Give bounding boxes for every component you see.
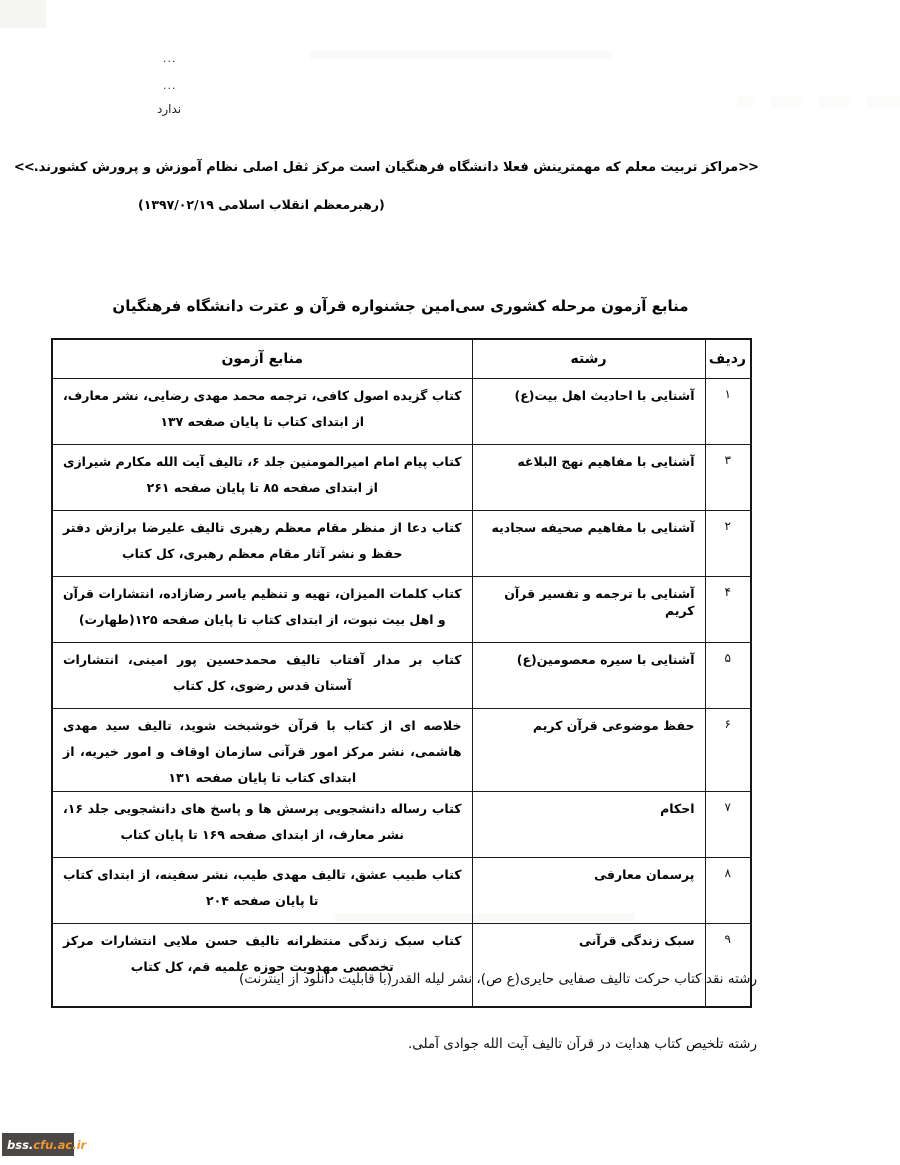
leader-quote-text: مراکز تربیت معلم که مهمترینش فعلا دانشگاه فرهنگیان است مرکز ثقل اصلی نظام آموزش و پرورش کشورند. <box>33 160 739 175</box>
ghost-block <box>737 96 753 109</box>
sources-cell: کتاب بر مدار آفتاب تالیف محمدحسین پور امینی، انتشارات آستان قدس رضوی، کل کتاب <box>52 643 472 709</box>
row-number-cell: ۴ <box>705 577 751 643</box>
sources-cell: خلاصه ای از کتاب با قرآن خوشبخت شوید، تالیف سید مهدی هاشمی، نشر مرکز امور قرآنی سازمان اوقاف و امور خیریه، از ابتدای کتاب تا پایان صفحه ۱۳۱ <box>52 709 472 792</box>
sources-cell: کتاب طبیب عشق، تالیف مهدی طیب، نشر سفینه، از ابتدای کتاب تا پایان صفحه ۲۰۴ <box>52 858 472 924</box>
field-cell: آشنایی با ترجمه و تفسیر قرآن کریم <box>472 577 705 643</box>
table-row <box>52 643 751 709</box>
scan-artifact-corner <box>0 0 46 28</box>
watermark-prefix: bss. <box>7 1137 34 1152</box>
footnote-line: رشته نقد کتاب حرکت تالیف صفایی حایری(ع ص)، نشر لیله القدر(با قابلیت دانلود از اینترنت) <box>239 971 757 987</box>
table-row <box>52 709 751 792</box>
table-row <box>52 924 751 1008</box>
header-row-number: ردیف <box>705 339 751 379</box>
table-row <box>52 511 751 577</box>
header-sources: منابع آزمون <box>52 339 472 379</box>
field-cell: آشنایی با سیره معصومین(ع) <box>472 643 705 709</box>
ghost-block <box>867 96 900 109</box>
field-cell: احکام <box>472 792 705 858</box>
row-number-cell: ۶ <box>705 709 751 792</box>
row-number-cell: ۸ <box>705 858 751 924</box>
field-cell: آشنایی با احادیث اهل بیت(ع) <box>472 379 705 445</box>
row-number-cell: ۳ <box>705 445 751 511</box>
row-number-cell: ۹ <box>705 924 751 1008</box>
leader-quote <box>13 160 758 175</box>
table-header-row <box>52 339 751 379</box>
ghost-block <box>819 96 849 109</box>
table-row <box>52 577 751 643</box>
sources-cell: کتاب سبک زندگی منتظرانه تالیف حسن ملایی انتشارات مرکز تخصصی مهدویت حوزه علمیه قم، کل کتاب <box>52 924 472 1008</box>
field-cell: حفظ موضوعی قرآن کریم <box>472 709 705 792</box>
row-number-cell: ۵ <box>705 643 751 709</box>
top-fragment-dots: ... <box>163 52 177 65</box>
ghost-block <box>771 96 801 109</box>
row-number-cell: ۲ <box>705 511 751 577</box>
header-field: رشته <box>472 339 705 379</box>
table-row <box>52 792 751 858</box>
row-number-cell: ۱ <box>705 379 751 445</box>
field-cell: آشنایی با مفاهیم نهج البلاغه <box>472 445 705 511</box>
exam-sources-table <box>51 338 752 1008</box>
footnote-line: رشته تلخیص کتاب هدایت در قرآن تالیف آیت الله جوادی آملی. <box>407 1036 757 1052</box>
sources-cell: کتاب رساله دانشجویی پرسش ها و پاسخ های دانشجویی جلد ۱۶، نشر معارف، از ابتدای صفحه ۱۶۹ تا پایان کتاب <box>52 792 472 858</box>
sources-cell: کتاب گزیده اصول کافی، ترجمه محمد مهدی رضایی، نشر معارف، از ابتدای کتاب تا پایان صفحه ۱۳۷ <box>52 379 472 445</box>
table-row <box>52 445 751 511</box>
quote-close-mark: << <box>13 160 34 175</box>
field-cell: سبک زندگی قرآنی <box>472 924 705 1008</box>
top-fragment-word: ندارد <box>157 102 182 116</box>
sources-cell: کتاب دعا از منظر مقام معظم رهبری تالیف علیرضا برازش دفتر حفظ و نشر آثار مقام معظم رهبری، کل کتاب <box>52 511 472 577</box>
sources-cell: کتاب پیام امام امیرالمومنین جلد ۶، تالیف آیت الله مکارم شیرازی از ابتدای صفحه ۸۵ تا پایان صفحه ۲۶۱ <box>52 445 472 511</box>
table-row <box>52 858 751 924</box>
quote-open-mark: >> <box>738 160 758 175</box>
ghost-blocks <box>737 96 900 109</box>
field-cell: آشنایی با مفاهیم صحیفه سجادیه <box>472 511 705 577</box>
table-row <box>52 379 751 445</box>
row-number-cell: ۷ <box>705 792 751 858</box>
field-cell: پرسمان معارفی <box>472 858 705 924</box>
sources-cell: کتاب کلمات المیزان، تهیه و تنظیم یاسر رضازاده، انتشارات قرآن و اهل بیت نبوت، از ابتدای کتاب تا پایان صفحه ۱۲۵(طهارت) <box>52 577 472 643</box>
page-title: منابع آزمون مرحله کشوری سی‌امین جشنواره قرآن و عترت دانشگاه فرهنگیان <box>112 297 689 315</box>
ghost-line <box>310 51 612 59</box>
quote-attribution: (رهبرمعظم انقلاب اسلامی ۱۳۹۷/۰۲/۱۹) <box>138 197 385 212</box>
top-fragment-dots: ... <box>163 79 177 92</box>
watermark-domain: cfu.ac.ir <box>33 1137 87 1152</box>
site-watermark <box>2 1133 87 1156</box>
